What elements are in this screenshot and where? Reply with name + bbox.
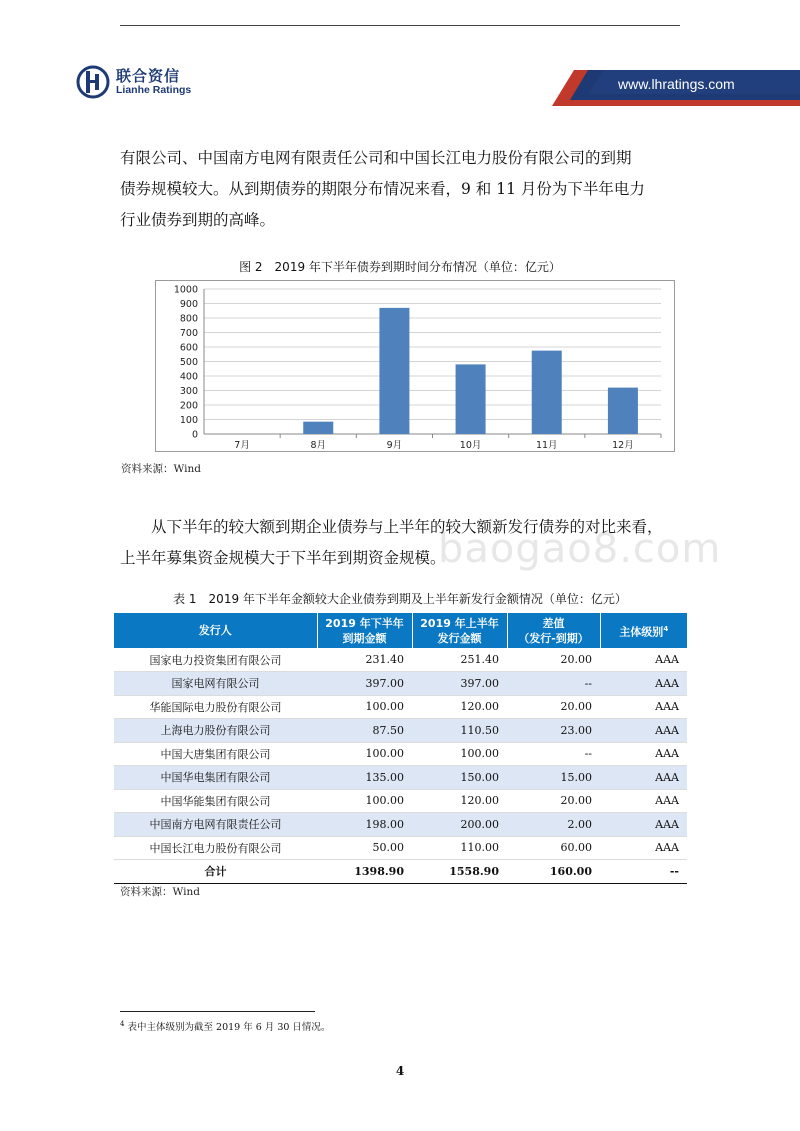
cell-rating: AAA xyxy=(600,719,687,743)
y-tick-label: 300 xyxy=(179,386,198,397)
table-header-row xyxy=(114,613,687,648)
cell-diff: 23.00 xyxy=(507,719,600,743)
logo-chinese-name: 联合资信 xyxy=(116,67,181,85)
bond-table xyxy=(114,613,687,884)
footnote xyxy=(120,1019,330,1033)
bar-chart xyxy=(156,281,674,451)
bar-chart-frame xyxy=(155,280,675,452)
cell-issuer: 中国长江电力股份有限公司 xyxy=(114,836,317,860)
paragraph-line: 债券规模较大。从到期债券的期限分布情况来看，9 和 11 月份为下半年电力 xyxy=(120,180,645,198)
table-source: 资料来源：Wind xyxy=(120,886,200,898)
company-logo xyxy=(76,63,236,103)
bar-3 xyxy=(379,308,409,434)
table-row xyxy=(114,695,687,719)
y-tick-label: 500 xyxy=(179,357,198,368)
cell-issuer: 中国华电集团有限公司 xyxy=(114,766,317,790)
x-tick-label: 11月 xyxy=(535,440,558,451)
cell-diff: 15.00 xyxy=(507,766,600,790)
total-rating: -- xyxy=(600,860,687,884)
cell-rating: AAA xyxy=(600,766,687,790)
paragraph-intro xyxy=(120,143,682,236)
footnote-rule xyxy=(120,1011,315,1012)
y-tick-label: 0 xyxy=(191,429,198,441)
table-row xyxy=(114,766,687,790)
cell-maturity: 397.00 xyxy=(317,672,412,696)
cell-rating: AAA xyxy=(600,789,687,813)
table-row xyxy=(114,742,687,766)
cell-issue: 251.40 xyxy=(412,648,507,672)
cell-rating: AAA xyxy=(600,672,687,696)
cell-maturity: 100.00 xyxy=(317,695,412,719)
cell-diff: 20.00 xyxy=(507,789,600,813)
bar-2 xyxy=(303,422,333,434)
col-diff: 差值 （发行-到期） xyxy=(507,613,600,648)
x-tick-label: 10月 xyxy=(459,440,482,451)
x-tick-label: 12月 xyxy=(612,440,634,451)
table-row xyxy=(114,789,687,813)
cell-rating: AAA xyxy=(600,648,687,672)
cell-rating: AAA xyxy=(600,742,687,766)
cell-maturity: 135.00 xyxy=(317,766,412,790)
cell-issue: 110.50 xyxy=(412,719,507,743)
cell-maturity: 100.00 xyxy=(317,789,412,813)
cell-issuer: 国家电力投资集团有限公司 xyxy=(114,648,317,672)
cell-rating: AAA xyxy=(600,813,687,837)
page-number: 4 xyxy=(395,1064,405,1078)
cell-issuer: 国家电网有限公司 xyxy=(114,672,317,696)
total-diff: 160.00 xyxy=(507,860,600,884)
lianhe-logo-icon xyxy=(76,65,110,99)
col-issue: 2019 年上半年 发行金额 xyxy=(412,613,507,648)
y-tick-label: 200 xyxy=(179,400,198,412)
paragraph-line: 从下半年的较大额到期企业债券与上半年的较大额新发行债券的对比来看， xyxy=(151,518,663,536)
cell-diff: -- xyxy=(507,742,600,766)
cell-diff: 2.00 xyxy=(507,813,600,837)
cell-issuer: 中国大唐集团有限公司 xyxy=(114,742,317,766)
cell-maturity: 50.00 xyxy=(317,836,412,860)
cell-maturity: 87.50 xyxy=(317,719,412,743)
y-tick-label: 400 xyxy=(179,371,198,383)
col-rating: 主体级别$^4$ xyxy=(600,613,687,648)
table-row xyxy=(114,836,687,860)
y-tick-label: 900 xyxy=(179,299,198,310)
cell-diff: 60.00 xyxy=(507,836,600,860)
cell-issue: 397.00 xyxy=(412,672,507,696)
cell-diff: -- xyxy=(507,672,600,696)
table-row xyxy=(114,648,687,672)
cell-issue: 200.00 xyxy=(412,813,507,837)
col-maturity: 2019 年下半年 到期金额 xyxy=(317,613,412,648)
y-tick-label: 800 xyxy=(179,313,198,325)
paragraph-line: 有限公司、中国南方电网有限责任公司和中国长江电力股份有限公司的到期 xyxy=(120,149,632,167)
x-tick-label: 9月 xyxy=(386,440,403,451)
total-maturity: 1398.90 xyxy=(317,860,412,884)
table-total-row xyxy=(114,860,687,884)
table-row xyxy=(114,719,687,743)
paragraph-line: 行业债券到期的高峰。 xyxy=(120,211,276,229)
y-tick-label: 600 xyxy=(179,342,198,354)
figure-caption: 图 2 2019 年下半年债券到期时间分布情况（单位：亿元） xyxy=(239,260,561,274)
footnote-text: 表中主体级别为截至 2019 年 6 月 30 日情况。 xyxy=(127,1022,331,1033)
figure-source: 资料来源：Wind xyxy=(121,463,201,475)
website-url: www.lhratings.com xyxy=(618,76,735,92)
x-tick-label: 8月 xyxy=(310,440,327,451)
bar-5 xyxy=(532,351,562,434)
cell-issuer: 华能国际电力股份有限公司 xyxy=(114,695,317,719)
cell-issuer: 上海电力股份有限公司 xyxy=(114,719,317,743)
table-row xyxy=(114,813,687,837)
y-tick-label: 1000 xyxy=(173,284,198,296)
cell-maturity: 231.40 xyxy=(317,648,412,672)
cell-rating: AAA xyxy=(600,695,687,719)
cell-rating: AAA xyxy=(600,836,687,860)
y-tick-label: 100 xyxy=(179,415,198,426)
header-rule xyxy=(120,25,680,26)
cell-issue: 120.00 xyxy=(412,789,507,813)
total-issue: 1558.90 xyxy=(412,860,507,884)
cell-maturity: 100.00 xyxy=(317,742,412,766)
cell-issue: 100.00 xyxy=(412,742,507,766)
cell-maturity: 198.00 xyxy=(317,813,412,837)
cell-diff: 20.00 xyxy=(507,695,600,719)
cell-issuer: 中国南方电网有限责任公司 xyxy=(114,813,317,837)
footnote-mark: 4 xyxy=(120,1019,125,1028)
cell-issuer: 中国华能集团有限公司 xyxy=(114,789,317,813)
x-tick-label: 7月 xyxy=(234,440,250,451)
logo-english-name: Lianhe Ratings xyxy=(116,84,192,96)
cell-issue: 110.00 xyxy=(412,836,507,860)
bar-6 xyxy=(608,388,638,434)
total-issuer: 合计 xyxy=(114,860,317,884)
cell-issue: 150.00 xyxy=(412,766,507,790)
cell-issue: 120.00 xyxy=(412,695,507,719)
table-row xyxy=(114,672,687,696)
bar-4 xyxy=(456,364,486,434)
col-issuer: 发行人 xyxy=(114,613,317,648)
paragraph-line: 上半年募集资金规模大于下半年到期资金规模。 xyxy=(120,549,446,567)
table-caption: 表 1 2019 年下半年金额较大企业债券到期及上半年新发行金额情况（单位：亿元） xyxy=(173,592,627,606)
cell-diff: 20.00 xyxy=(507,648,600,672)
y-tick-label: 700 xyxy=(179,328,198,339)
watermark: baogao8.com xyxy=(438,526,722,572)
